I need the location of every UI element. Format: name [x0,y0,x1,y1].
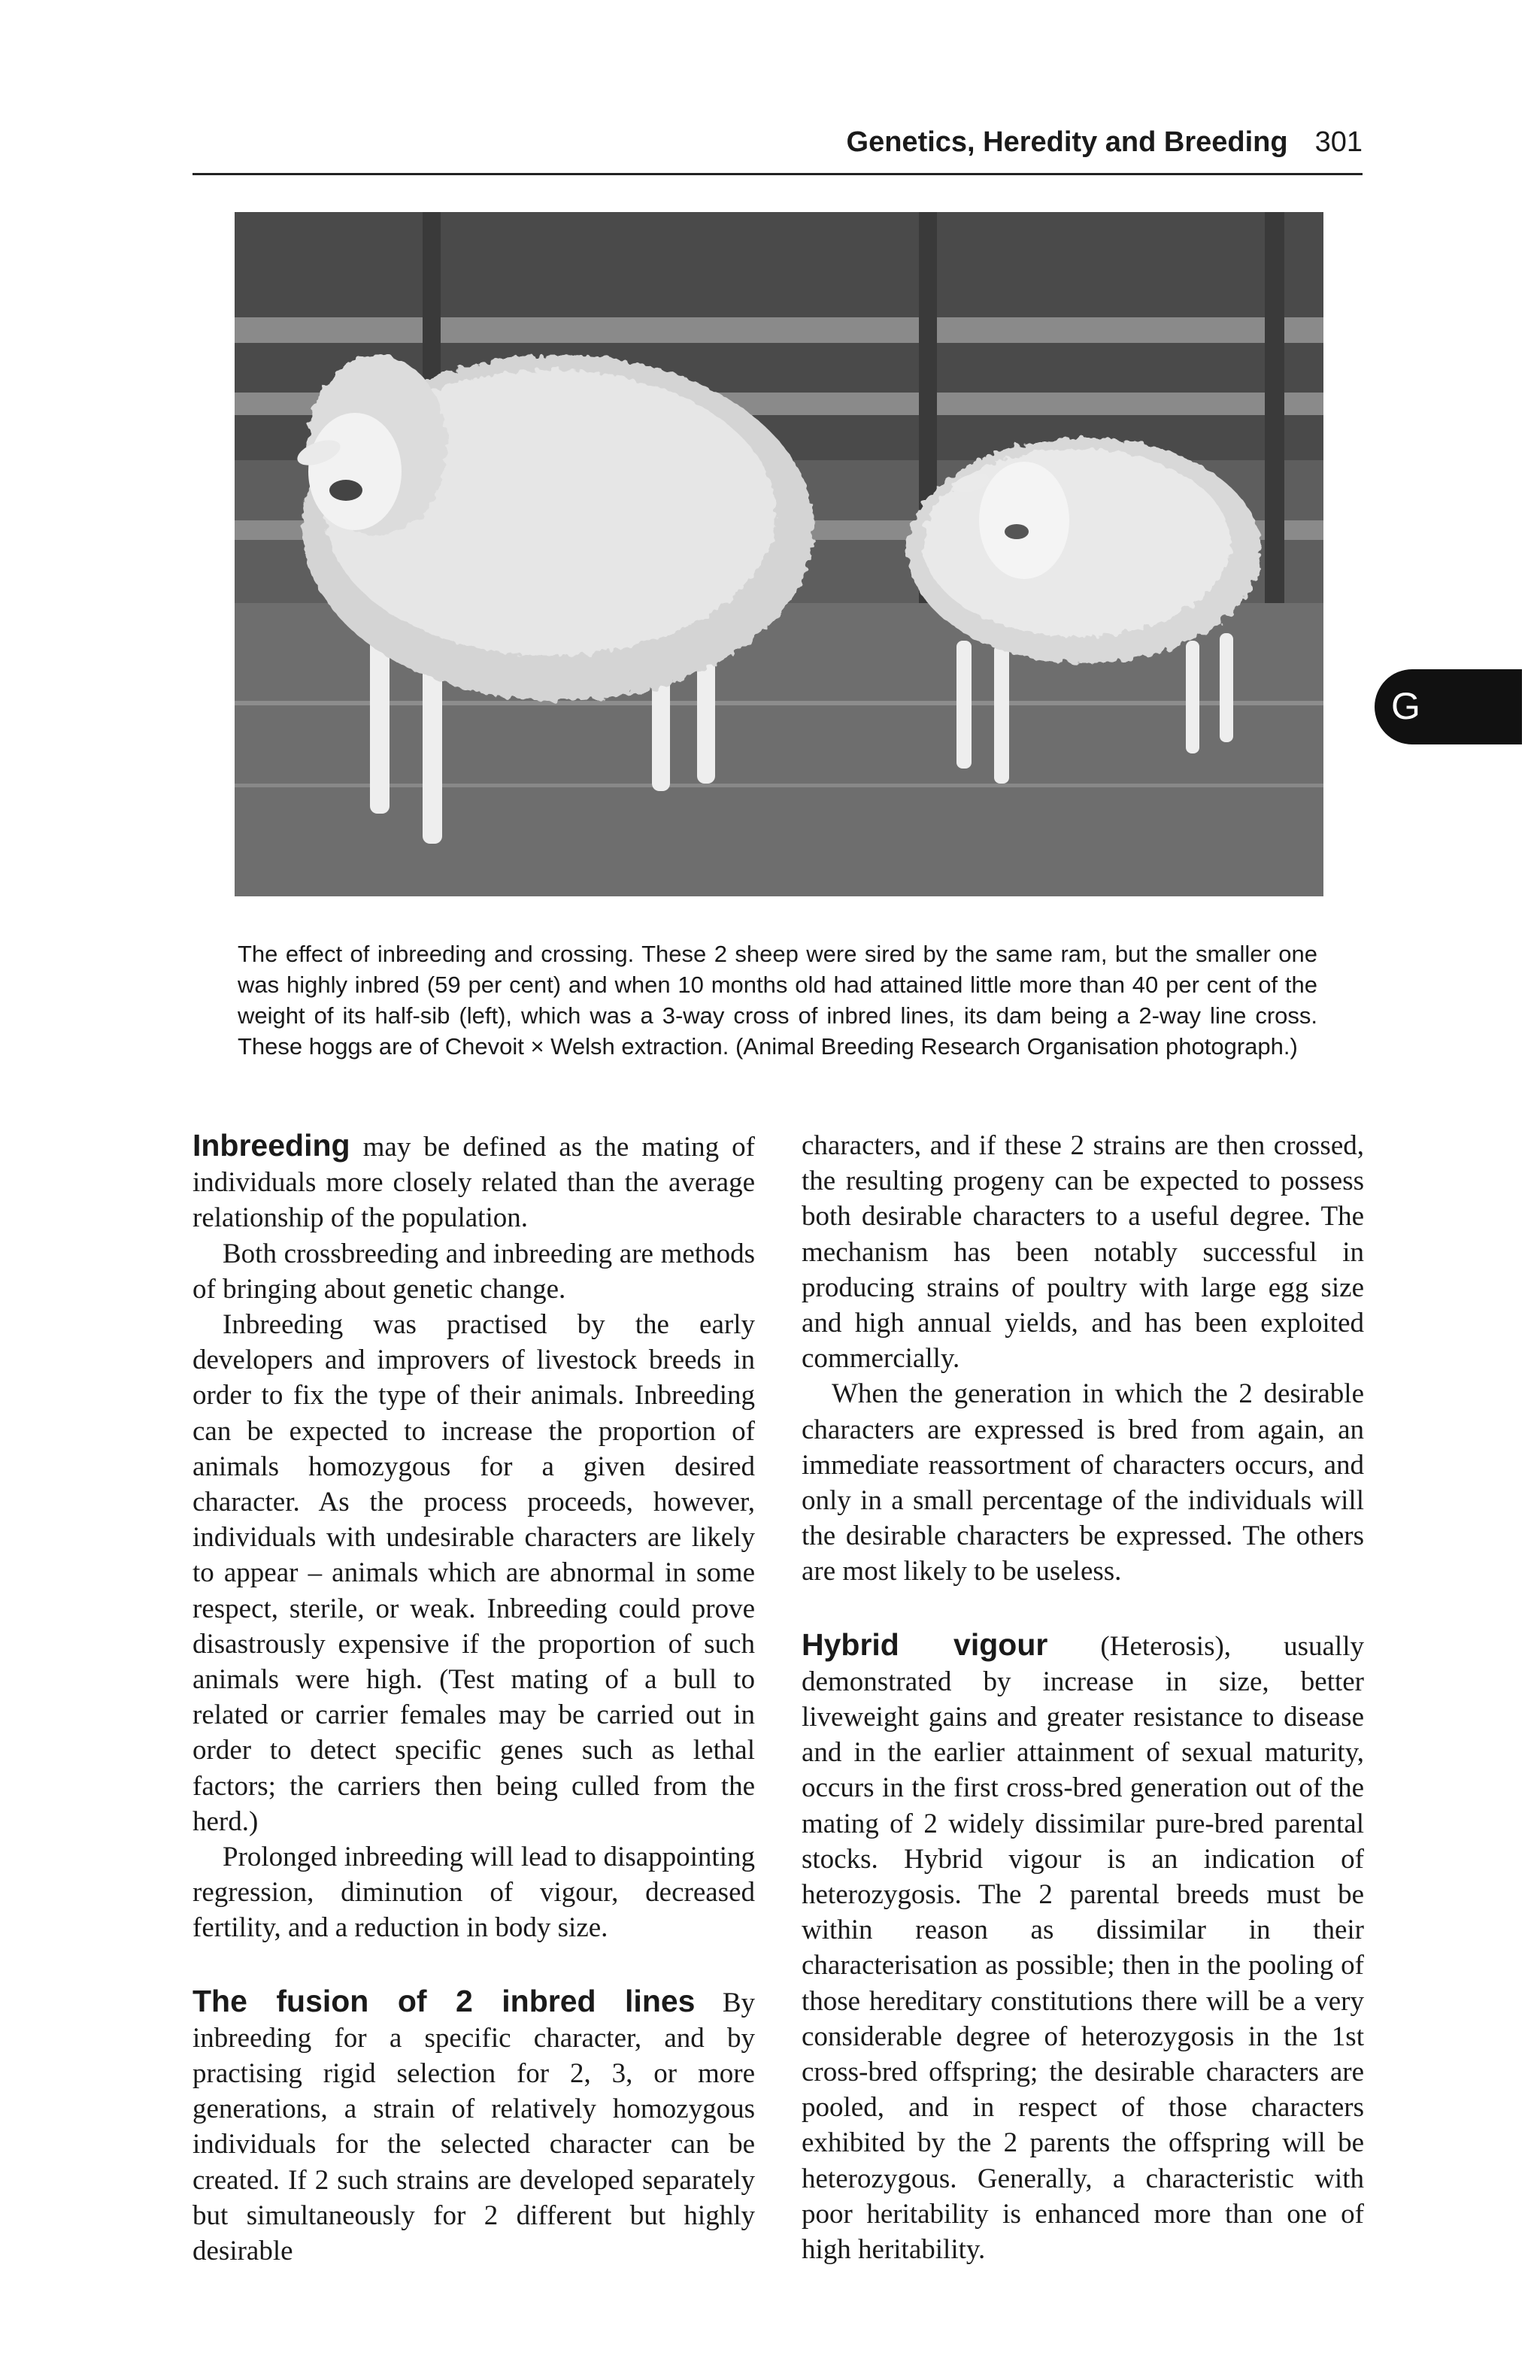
sheep-photo-illustration [235,212,1323,896]
thumb-tab-letter: G [1391,685,1420,727]
inbreeding-paragraph-3: Inbreeding was practised by the early developers and improvers of livestock breeds in order to fix the type of their animals. Inbreeding can be expected to increase the proportion of animals homozygous for a given desired character. As the process proceeds, however, individuals with undesirable characters are likely to appear – animals which are abnormal in some respect, sterile, or weak. Inbreeding could prove disastrously expensive if the proportion of such animals were high. (Test mating of a bull to related or carrier females may be carried out in order to detect specific genes such as lethal factors; the carriers then being culled from the herd.) [192,1309,755,1837]
running-header-title: Genetics, Heredity and Breeding [846,126,1288,158]
page-number: 301 [1314,126,1363,158]
right-column [802,1128,1364,2267]
running-header [192,120,1363,175]
left-column [192,1128,755,2269]
inbreeding-paragraph-4: Prolonged inbreeding will lead to disappointing regression, diminution of vigour, decreased fertility, and a reduction in body size. [192,1842,755,1944]
inbreeding-paragraph-1 [192,1128,755,1236]
hybrid-paragraph-1 [802,1627,1364,2268]
figure-caption: The effect of inbreeding and crossing. These 2 sheep were sired by the same ram, but the smaller one was highly inbred (59 per cent) and when 10 months old had attained little more than 40 per cent of the weight of its half-sib (left), which was a 3-way cross of inbred lines, its dam being a 2-way line cross. These hoggs are of Chevoit × Welsh extraction. (Animal Breeding Research Organisation photograph.) [238,941,1317,1060]
fusion-paragraph-1 [192,1984,755,2269]
inbreeding-paragraph-2: Both crossbreeding and inbreeding are methods of bringing about genetic change. [192,1238,755,1305]
section-gap [192,1946,755,1984]
fusion-paragraph-2: When the generation in which the 2 desirable characters are expressed is bred from again, an immediate reassortment of characters occurs, and only in a small percentage of the individuals will the desirable characters be expressed. The others are most likely to be useless. [802,1378,1364,1587]
fusion-heading: The fusion of 2 inbred lines [192,1983,696,2018]
fusion-paragraph-1-continued: characters, and if these 2 strains are then crossed, the resulting progeny can be expected to possess both desirable characters to a useful degree. The mechanism has been notably successful in producing strains of poultry with large egg size and high annual yields, and has been exploited commercially. [802,1130,1364,1375]
section-thumb-tab [1375,669,1522,744]
hybrid-text-1: (Heterosis), usually demonstrated by increase in size, better liveweight gains and greater resistance to disease and in the earlier attainment of sexual maturity, occurs in the first cross-bred generation out of the mating of 2 widely dissimilar pure-bred parental stocks. Hybrid vigour is an indication of heterozygosis. The 2 parental breeds must be within reason as dissimilar in their characterisation as possible; then in the pooling of those hereditary constitutions there will be a very considerable degree of heterozygosis in the 1st cross-bred offspring; the desirable characters are pooled, and in respect of those characters exhibited by the 2 parents the offspring will be heterozygous. Generally, a characteristic with poor heritability is enhanced more than one of high heritability. [802,1630,1364,2266]
section-gap [802,1590,1364,1627]
hybrid-heading: Hybrid vigour [802,1627,1048,1662]
inbreeding-heading: Inbreeding [192,1128,350,1163]
fusion-text-1: By inbreeding for a specific character, and by practising rigid selection for 2, 3, or more generations, a strain of relatively homozygous individuals for the selected character can be created. If 2 such strains are developed separately but simultaneously for 2 different but highly desirable [192,1987,756,2267]
inbreeding-text-1: may be defined as the mating of individuals more closely related than the average relationship of the population. [192,1132,756,1234]
sheep-photograph [235,212,1323,896]
